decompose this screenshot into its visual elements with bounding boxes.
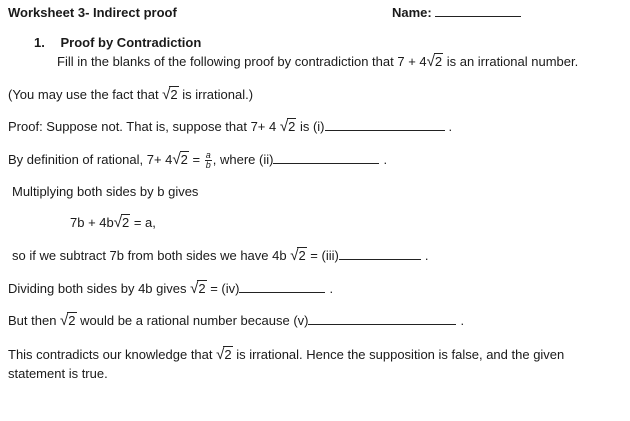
blank-v[interactable]: [308, 313, 456, 325]
instructions: Fill in the blanks of the following proof by contradiction that 7 + 4√2 is an irrational number.: [57, 53, 579, 70]
section-number: 1.: [34, 35, 45, 50]
blank-iii[interactable]: [339, 248, 421, 260]
worksheet-title: Worksheet 3- Indirect proof: [8, 5, 177, 20]
sqrt-symbol: √2: [172, 150, 188, 168]
sqrt-symbol: √2: [162, 86, 178, 103]
blank-ii[interactable]: [273, 152, 379, 164]
divide-statement: Dividing both sides by 4b gives √2 = (iv) .: [8, 280, 334, 297]
sqrt-symbol: √2: [216, 346, 232, 363]
sqrt-symbol: √2: [60, 312, 76, 329]
sqrt-symbol: √2: [426, 53, 443, 70]
name-label: Name:: [392, 5, 432, 20]
conclusion: This contradicts our knowledge that √2 is irrational. Hence the supposition is false, and the given statement is true.: [8, 346, 565, 381]
name-blank[interactable]: [435, 5, 521, 17]
sqrt-symbol: √2: [113, 214, 130, 231]
equation: 7b + 4b√2 = a,: [70, 214, 156, 231]
definition-statement: By definition of rational, 7+ 4√2 = $\frac{a}{b}$ , where (ii) .: [8, 150, 388, 170]
blank-iv[interactable]: [239, 281, 325, 293]
rational-statement: But then √2 would be a rational number because (v) .: [8, 312, 465, 329]
name-field[interactable]: [392, 5, 521, 21]
section-title: Proof by Contradiction: [60, 35, 202, 50]
subtract-statement: so if we subtract 7b from both sides we have 4b √2 = (iii) .: [12, 247, 429, 264]
hint-text: (You may use the fact that √2 is irrational.): [8, 86, 254, 103]
blank-i[interactable]: [325, 119, 445, 131]
sqrt-symbol: √2: [190, 280, 206, 297]
fraction-a-over-b: $\frac{a}{b}$: [205, 150, 211, 170]
section-heading: [34, 35, 201, 51]
sqrt-symbol: √2: [279, 118, 296, 135]
sqrt-symbol: √2: [290, 247, 306, 264]
multiply-statement: Multiplying both sides by b gives: [12, 184, 199, 199]
proof-statement: Proof: Suppose not. That is, suppose that 7+ 4 √2 is (i) .: [8, 118, 453, 135]
